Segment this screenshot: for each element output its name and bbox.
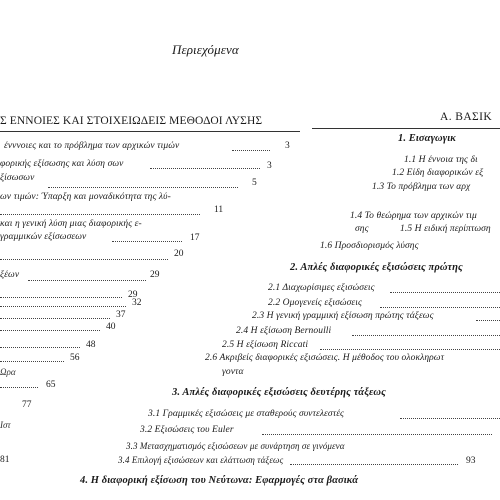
dot-leader xyxy=(112,241,182,242)
section-entry: 1.2 Είδη διαφορικών εξ xyxy=(392,168,484,178)
dot-leader xyxy=(390,292,500,293)
section-entry: 2.5 Η εξίσωση Riccati xyxy=(222,340,309,350)
left-page-number: 29 xyxy=(128,290,138,300)
dot-leader xyxy=(290,464,458,465)
dot-leader xyxy=(0,361,64,362)
dot-leader xyxy=(0,330,100,331)
left-entry: ένννοιες και το πρόβλημα των αρχικών τιμών xyxy=(4,141,180,151)
section-entry: 3.2 Εξισώσεις του Euler xyxy=(140,425,234,435)
left-page-number: 17 xyxy=(190,233,200,243)
right-heading-rule xyxy=(312,128,500,129)
dot-leader xyxy=(28,280,146,281)
left-part-heading: Σ ΕΝΝΟΙΕΣ ΚΑΙ ΣΤΟΙΧΕΙΩΔΕΙΣ ΜΕΘΟΔΟΙ ΛΥΣΗΣ xyxy=(0,115,263,127)
chapter-heading: 3. Απλές διαφορικές εξισώσεις δευτέρης τάξεως xyxy=(172,387,386,398)
left-page-number: 48 xyxy=(86,340,96,350)
dot-leader xyxy=(352,335,500,336)
section-entry: 1.1 Η έννοια της δι xyxy=(404,155,478,165)
margin-mark: Ιστ xyxy=(0,420,11,430)
dot-leader xyxy=(0,259,168,260)
section-entry-continued: γοντα xyxy=(222,367,244,377)
left-entry: φορικής εξίσωσης και λύση σων xyxy=(0,159,124,169)
dot-leader xyxy=(0,214,200,215)
right-part-heading: Α. ΒΑΣΙΚ xyxy=(440,111,493,123)
section-entry: 3.4 Επιλογή εξισώσεων και ελάττωση τάξεως xyxy=(118,455,284,465)
section-entry: 1.4 Το θεώρημα των αρχικών τιμ xyxy=(350,211,477,221)
section-entry: 2.3 Η γενική γραμμική εξίσωση πρώτης τάξεως xyxy=(252,311,434,321)
dot-leader xyxy=(48,187,238,188)
section-entry: 1.5 Η ειδική περίπτωση xyxy=(400,224,491,234)
section-entry: 3.1 Γραμμικές εξισώσεις με σταθερούς συντελεστές xyxy=(148,409,344,419)
section-entry: 3.3 Μετασχηματισμός εξισώσεων με συνάρτηση σε γινόμενα xyxy=(126,441,345,451)
dot-leader xyxy=(0,318,110,319)
margin-mark: Ωρα xyxy=(0,367,16,377)
section-entry: 1.6 Προσδιορισμός λύσης xyxy=(320,241,419,251)
section-entry: 2.2 Ομογενείς εξισώσεις xyxy=(268,298,362,308)
dot-leader xyxy=(476,320,500,321)
dot-leader xyxy=(0,387,38,388)
left-entry: ξέων xyxy=(0,270,20,280)
dot-leader xyxy=(232,150,270,151)
left-page-number: 20 xyxy=(174,249,184,259)
left-entry: και η γενική λύση μιας διαφορικής ε- xyxy=(0,219,142,229)
left-page-number: 77 xyxy=(22,400,32,410)
left-page-number: 40 xyxy=(106,322,116,332)
section-entry: 2.4 Η εξίσωση Bernoulli xyxy=(236,326,332,336)
left-page-number: 5 xyxy=(252,178,257,188)
dot-leader xyxy=(0,347,80,348)
left-page-number: 81 xyxy=(0,455,10,465)
dot-leader xyxy=(320,349,500,350)
chapter-heading: 1. Εισαγωγικ xyxy=(398,133,456,144)
left-heading-rule xyxy=(0,131,300,132)
section-entry-continued: σης xyxy=(355,224,369,234)
left-entry: γραμμικών εξίσωσεων xyxy=(0,232,87,242)
left-page-number: 37 xyxy=(116,310,126,320)
left-page-number: 56 xyxy=(70,353,80,363)
left-entry: ξίσωσων xyxy=(0,173,35,183)
left-page-number: 3 xyxy=(285,141,290,151)
left-page-number: 32 xyxy=(132,298,142,308)
left-page-number: 11 xyxy=(214,205,224,215)
section-entry: 2.1 Διαχωρίσιμες εξισώσεις xyxy=(268,283,375,293)
left-page-number: 65 xyxy=(46,380,56,390)
dot-leader xyxy=(0,306,126,307)
page-title: Περιεχόμενα xyxy=(172,42,239,57)
dot-leader xyxy=(262,434,492,435)
dot-leader xyxy=(0,297,122,298)
left-entry: ων τιμών: Ύπαρξη και μοναδικότητα της λύ- xyxy=(0,192,171,202)
chapter-heading: 2. Απλές διαφορικές εξισώσεις πρώτης xyxy=(290,262,463,273)
left-page-number: 3 xyxy=(267,161,272,171)
dot-leader xyxy=(150,168,260,169)
section-entry: 1.3 Το πρόβλημα των αρχ xyxy=(372,182,471,192)
dot-leader xyxy=(380,307,500,308)
right-page-number: 93 xyxy=(466,456,476,466)
left-page-number: 29 xyxy=(150,270,160,280)
chapter-heading: 4. Η διαφορική εξίσωση του Νεύτωνα: Εφαρμογές στα βασικά xyxy=(80,475,359,486)
section-entry: 2.6 Ακριβείς διαφορικές εξισώσεις. Η μέθοδος του ολοκληρωτ xyxy=(205,353,445,363)
dot-leader xyxy=(400,418,500,419)
